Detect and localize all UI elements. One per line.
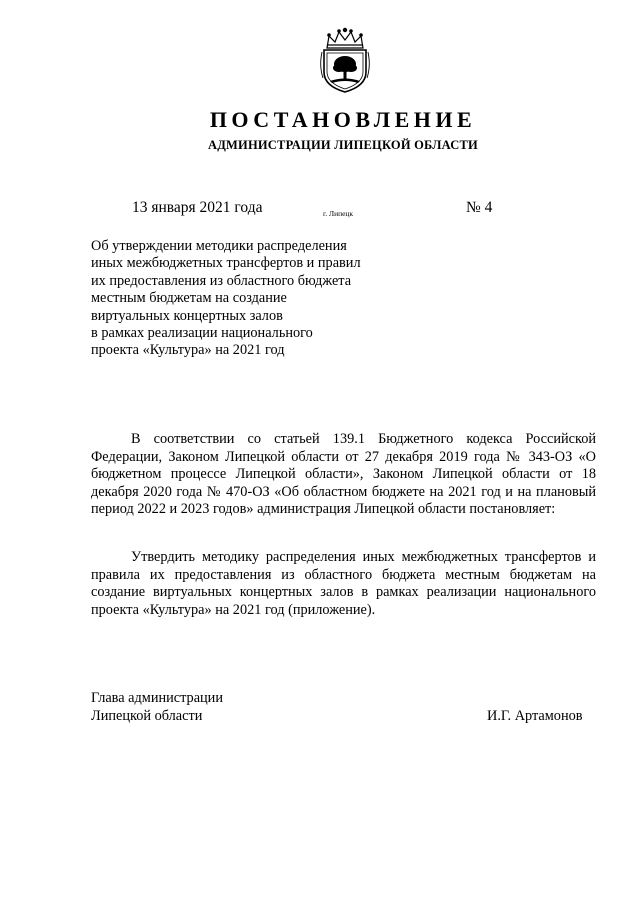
body-paragraph-legal-basis: В соответствии со статьей 139.1 Бюджетного кодекса Российской Федерации, Законом Липецкой области от 27 декабря 2019 года № 343-ОЗ «О бюджетном процессе Липецкой области», Законом Липецкой области от 18 декабря 2020 года № 470-ОЗ «Об областном бюджете на 2021 год и на плановый период 2022 и 2023 годов» администрация Липецкой области постановляет: — [91, 431, 596, 518]
signatory-position — [91, 690, 223, 725]
signatory-position-line: Липецкой области — [91, 707, 203, 724]
signatory-position-line: Глава администрации — [91, 690, 223, 706]
subject-line: местным бюджетам на создание — [91, 290, 287, 307]
body-paragraph-resolution: Утвердить методику распределения иных межбюджетных трансфертов и правила их предоставления из областного бюджета местным бюджетам на создание виртуальных концертных залов в рамках реализации национального проекта «Культура» на 2021 год (приложение). — [91, 549, 596, 618]
subject-line: проекта «Культура» на 2021 год — [91, 342, 285, 359]
subject-line: иных межбюджетных трансфертов и правил — [91, 255, 361, 272]
document-city: г. Липецк — [323, 209, 354, 218]
subject-line: в рамках реализации национального — [91, 325, 313, 342]
document-date: 13 января 2021 года — [132, 199, 263, 216]
document-number: № 4 — [466, 199, 493, 216]
subject-line: Об утверждении методики распределения — [91, 238, 347, 254]
subject-line: их предоставления из областного бюджета — [91, 272, 352, 289]
signatory-name: И.Г. Артамонов — [487, 708, 583, 724]
document-title: ПОСТАНОВЛЕНИЕ — [209, 107, 477, 132]
document-subject — [91, 238, 401, 360]
document-issuer: АДМИНИСТРАЦИИ ЛИПЕЦКОЙ ОБЛАСТИ — [208, 138, 478, 152]
subject-line: виртуальных концертных залов — [91, 307, 283, 324]
coat-of-arms-icon — [318, 26, 372, 94]
